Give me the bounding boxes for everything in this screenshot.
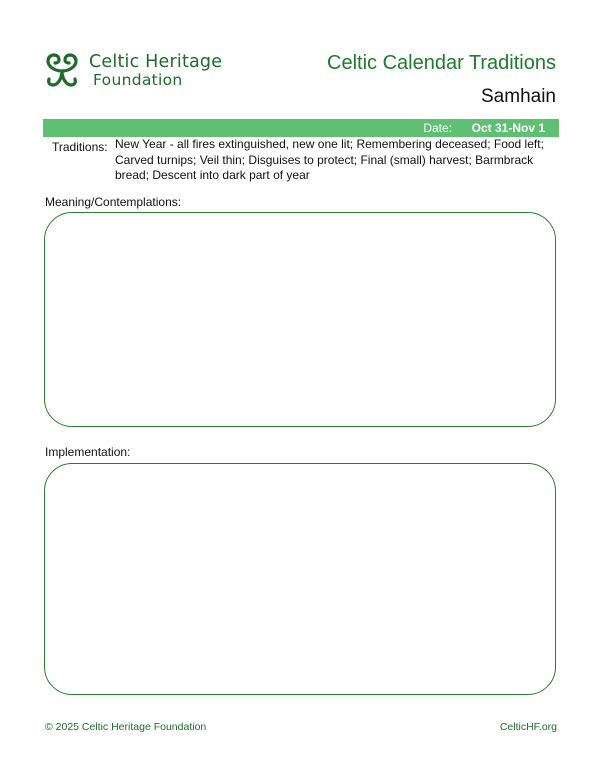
- traditions-text: New Year - all fires extinguished, new one lit; Remembering deceased; Food left; Carved turnips; Veil thin; Disguises to protect; Final (small) harvest; Barmbrack bread; Descent into dark part of year: [115, 137, 544, 182]
- footer-copyright: © 2025 Celtic Heritage Foundation: [45, 721, 207, 733]
- organization-logo: [42, 50, 223, 92]
- page-subtitle: Samhain: [481, 86, 556, 107]
- page-title: Celtic Calendar Traditions: [327, 52, 556, 74]
- footer-site-link[interactable]: CelticHF.org: [499, 721, 557, 733]
- implementation-box[interactable]: [44, 463, 556, 695]
- logo-text-line2: Foundation: [93, 71, 183, 89]
- triskele-icon: [42, 52, 82, 90]
- implementation-label: Implementation:: [45, 445, 131, 459]
- traditions-label: Traditions:: [52, 140, 108, 154]
- date-bar: [43, 119, 559, 137]
- date-label: Date:: [423, 121, 452, 135]
- date-value: Oct 31-Nov 1: [471, 121, 545, 135]
- meaning-box[interactable]: [44, 212, 556, 427]
- meaning-label: Meaning/Contemplations:: [45, 195, 182, 209]
- logo-text-line1: Celtic Heritage: [89, 52, 223, 72]
